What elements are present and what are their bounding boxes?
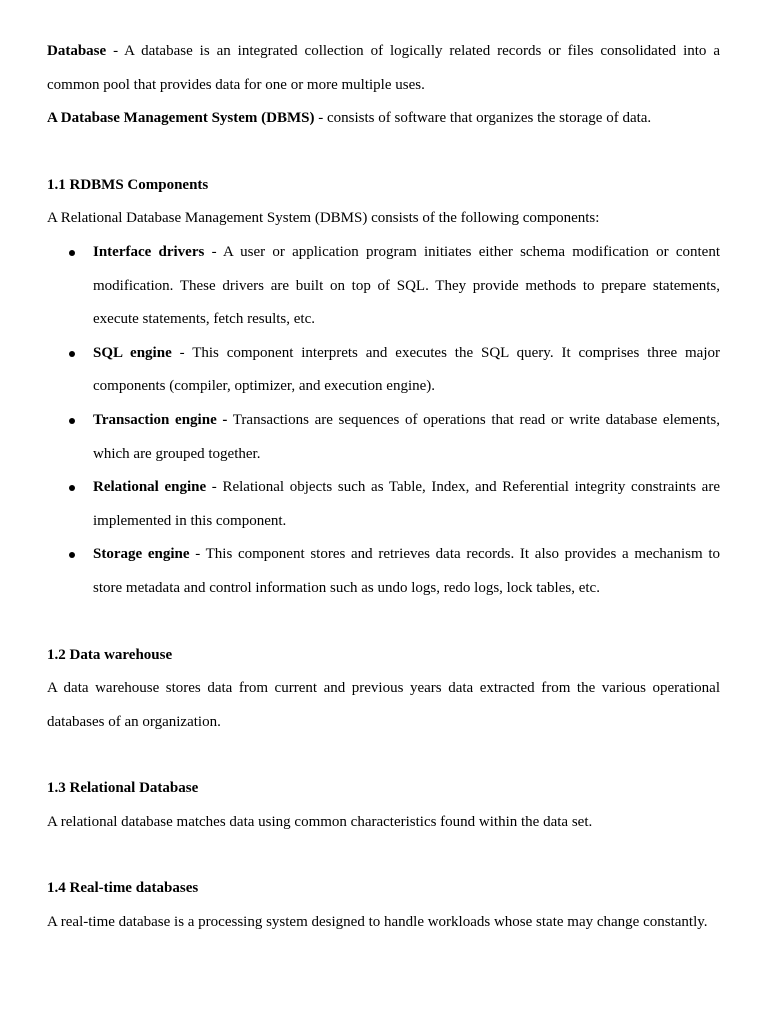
section-heading-rdbms-components: 1.1 RDBMS Components — [47, 176, 209, 193]
bullet-icon — [69, 250, 75, 256]
real-time-databases-text: A real-time database is a processing system designed to handle workloads whose state may change constantly. — [47, 914, 708, 931]
document-page — [47, 0, 720, 940]
list-item — [47, 538, 720, 605]
list-item-text: - A user or application program initiates either schema modification or content modification. These drivers are built on top of SQL. They provide methods to prepare statements, execute statements, fetch results, etc. — [93, 243, 720, 328]
list-item-term: SQL engine — [93, 344, 172, 361]
bullet-icon — [69, 552, 75, 558]
database-text: - A database is an integrated collection of logically related records or files consolidated into a common pool that provides data for one or more multiple uses. — [47, 43, 720, 93]
database-definition — [47, 35, 720, 102]
bullet-icon — [69, 485, 75, 491]
section-heading-real-time-databases: 1.4 Real-time databases — [47, 880, 199, 897]
list-item-term: Storage engine — [93, 546, 190, 563]
rdbms-components-list — [47, 236, 720, 606]
relational-database-text: A relational database matches data using common characteristics found within the data set. — [47, 813, 593, 830]
section-heading-relational-database: 1.3 Relational Database — [47, 780, 199, 797]
dbms-term: A Database Management System (DBMS) — [47, 110, 315, 127]
list-item — [47, 471, 720, 538]
list-item-text: - This component stores and retrieves data records. It also provides a mechanism to store metadata and control information such as undo logs, redo logs, lock tables, etc. — [93, 546, 720, 596]
list-item-term: Interface drivers — [93, 243, 205, 260]
database-term: Database — [47, 43, 107, 59]
data-warehouse-text: A data warehouse stores data from current and previous years data extracted from the various operational databases of an organization. — [47, 680, 720, 730]
list-item-term: Relational engine — [93, 479, 207, 496]
list-item-text: Transactions are sequences of operations that read or write database elements, which are grouped together. — [93, 411, 720, 462]
bullet-icon — [69, 418, 75, 424]
list-item — [47, 337, 720, 404]
dbms-definition — [47, 102, 720, 136]
rdbms-intro: A Relational Database Management System (DBMS) consists of the following components: — [47, 210, 600, 227]
list-item-text: - Relational objects such as Table, Index, and Referential integrity constraints are implemented in this component. — [93, 479, 720, 529]
list-item-text: - This component interprets and executes the SQL query. It comprises three major components (compiler, optimizer, and execution engine). — [93, 344, 721, 395]
section-heading-data-warehouse: 1.2 Data warehouse — [47, 646, 173, 663]
list-item — [47, 404, 720, 471]
list-item-term: Transaction engine - — [93, 411, 228, 428]
dbms-text: - consists of software that organizes the storage of data. — [314, 110, 652, 127]
bullet-icon — [69, 351, 75, 357]
list-item — [47, 236, 720, 337]
